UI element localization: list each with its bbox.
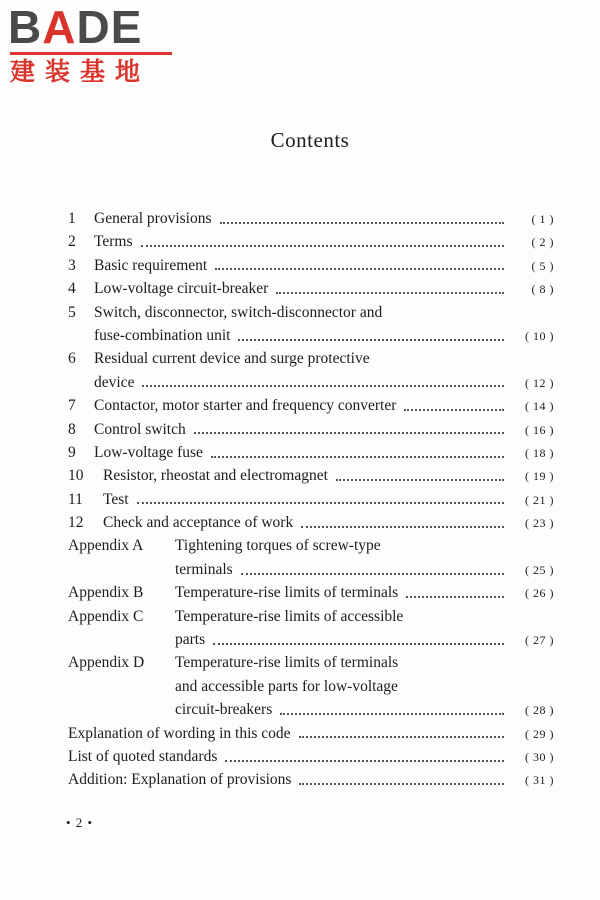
- dot-leader: [137, 502, 504, 504]
- toc-entry: [68, 277, 554, 300]
- toc-entry: [68, 230, 554, 253]
- toc-page-number: ( 1 ): [531, 212, 554, 226]
- page-number: • 2 •: [66, 815, 94, 830]
- toc-entry-title: Low-voltage fuse: [94, 443, 203, 461]
- toc-entry-title: Terms: [94, 233, 133, 251]
- logo-wordmark: BADE: [8, 1, 143, 53]
- toc-page-number: ( 8 ): [531, 282, 554, 297]
- toc-entry-number: 10: [68, 467, 84, 485]
- toc-entry-title: Contactor, motor starter and frequency converter: [94, 397, 397, 415]
- toc-entry-number: Appendix B: [68, 584, 144, 602]
- toc-entry-title: Addition: Explanation of provisions: [68, 771, 292, 789]
- toc-page-number: ( 23 ): [525, 516, 554, 531]
- toc-page-number: ( 28 ): [525, 703, 554, 718]
- toc-entry: [68, 301, 554, 324]
- toc-entry-title: List of quoted standards: [68, 747, 218, 765]
- toc-entry: [68, 511, 554, 534]
- toc-entry: [68, 488, 554, 511]
- brand-logo: [8, 2, 183, 88]
- toc-page-number: ( 31 ): [525, 773, 554, 788]
- toc-entry: [68, 441, 554, 464]
- toc-entry-number: 12: [68, 514, 84, 532]
- toc-entry-title: General provisions: [94, 210, 212, 227]
- toc-entry: [68, 207, 554, 230]
- toc-entry-title: Low-voltage circuit-breaker: [94, 280, 269, 298]
- toc-page-number: ( 12 ): [525, 375, 554, 390]
- toc-entry: [68, 347, 554, 370]
- toc-entry-title: Temperature-rise limits of accessible: [175, 607, 404, 625]
- toc-entry-title: Residual current device and surge protective: [94, 350, 370, 368]
- dot-leader: [280, 713, 504, 715]
- toc-entry: [68, 722, 554, 745]
- toc-entry-title: Test: [103, 490, 129, 508]
- toc-entry-title: terminals: [175, 560, 233, 578]
- toc-entry: [68, 745, 554, 768]
- dot-leader: [276, 292, 504, 294]
- toc-entry-title: device: [94, 373, 135, 391]
- toc-entry: [68, 418, 554, 441]
- toc-entry: [68, 768, 554, 791]
- toc-entry-continuation: [68, 698, 554, 721]
- toc-entry-number: 5: [68, 303, 76, 321]
- dot-leader: [211, 456, 504, 458]
- toc-entry-number: 7: [68, 397, 76, 415]
- toc-page-number: ( 27 ): [525, 633, 554, 648]
- toc-entry-title: and accessible parts for low-voltage: [175, 677, 398, 695]
- toc-entry: [68, 254, 554, 277]
- toc-entry-title: Temperature-rise limits of terminals: [175, 584, 399, 602]
- toc-entry: [68, 581, 554, 604]
- toc-entry-number: Appendix A: [68, 537, 144, 555]
- dot-leader: [225, 760, 504, 762]
- toc-entry-title: parts: [175, 631, 206, 649]
- toc-page-number: ( 2 ): [531, 235, 554, 250]
- toc-page-number: ( 16 ): [525, 422, 554, 437]
- dot-leader: [220, 222, 504, 224]
- toc-page-number: ( 25 ): [525, 562, 554, 577]
- toc-entry-number: 9: [68, 443, 76, 461]
- dot-leader: [406, 596, 504, 598]
- toc-page-number: ( 30 ): [525, 749, 554, 764]
- toc-page-number: ( 19 ): [525, 469, 554, 484]
- toc-entry: [68, 534, 554, 557]
- dot-leader: [299, 736, 504, 738]
- toc-entry-number: 4: [68, 280, 76, 298]
- toc-entry-title: Tightening torques of screw-type: [175, 537, 381, 555]
- toc-entry-title: Basic requirement: [94, 256, 208, 274]
- toc-entry-title: Control switch: [94, 420, 186, 438]
- toc-entry-number: 1: [68, 210, 76, 227]
- toc-entry: [68, 605, 554, 628]
- toc-entry-title: Explanation of wording in this code: [68, 724, 291, 742]
- toc-entry-number: 2: [68, 233, 76, 251]
- toc-entry-number: 11: [68, 490, 83, 508]
- toc-entry-number: 3: [68, 256, 76, 274]
- toc-page-number: ( 10 ): [525, 328, 554, 343]
- toc-page-number: ( 14 ): [525, 399, 554, 414]
- table-of-contents: [68, 207, 554, 792]
- toc-page-number: ( 29 ): [525, 726, 554, 741]
- logo-chinese-text: 建装基地: [10, 57, 151, 86]
- toc-entry: [68, 394, 554, 417]
- toc-entry-title: Switch, disconnector, switch-disconnector and: [94, 303, 383, 321]
- toc-entry-continuation: [68, 675, 554, 698]
- toc-entry-number: 6: [68, 350, 76, 368]
- toc-entry-continuation: [68, 371, 554, 394]
- dot-leader: [336, 479, 504, 481]
- toc-entry-continuation: [68, 628, 554, 651]
- toc-entry-title: Resistor, rheostat and electromagnet: [103, 467, 328, 485]
- toc-entry-number: 8: [68, 420, 76, 438]
- toc-entry-title: Check and acceptance of work: [103, 514, 294, 532]
- toc-page-number: ( 26 ): [525, 586, 554, 601]
- toc-entry-continuation: [68, 324, 554, 347]
- page-title: Contents: [270, 128, 350, 152]
- dot-leader: [299, 783, 504, 785]
- toc-entry-title: circuit-breakers: [175, 701, 273, 719]
- toc-page-number: ( 18 ): [525, 445, 554, 460]
- toc-entry-number: Appendix D: [68, 654, 145, 672]
- toc-entry: [68, 651, 554, 674]
- toc-entry: [68, 464, 554, 487]
- dot-leader: [142, 385, 504, 387]
- toc-page-number: ( 5 ): [531, 258, 554, 273]
- toc-page-number: ( 21 ): [525, 492, 554, 507]
- dot-leader: [241, 573, 504, 575]
- dot-leader: [238, 339, 504, 341]
- dot-leader: [141, 245, 504, 247]
- toc-entry-number: Appendix C: [68, 607, 144, 625]
- toc-entry-title: fuse-combination unit: [94, 326, 231, 344]
- dot-leader: [194, 432, 504, 434]
- toc-entry-continuation: [68, 558, 554, 581]
- dot-leader: [215, 268, 504, 270]
- toc-entry-title: Temperature-rise limits of terminals: [175, 654, 399, 672]
- dot-leader: [301, 526, 504, 528]
- dot-leader: [213, 643, 504, 645]
- dot-leader: [404, 409, 504, 411]
